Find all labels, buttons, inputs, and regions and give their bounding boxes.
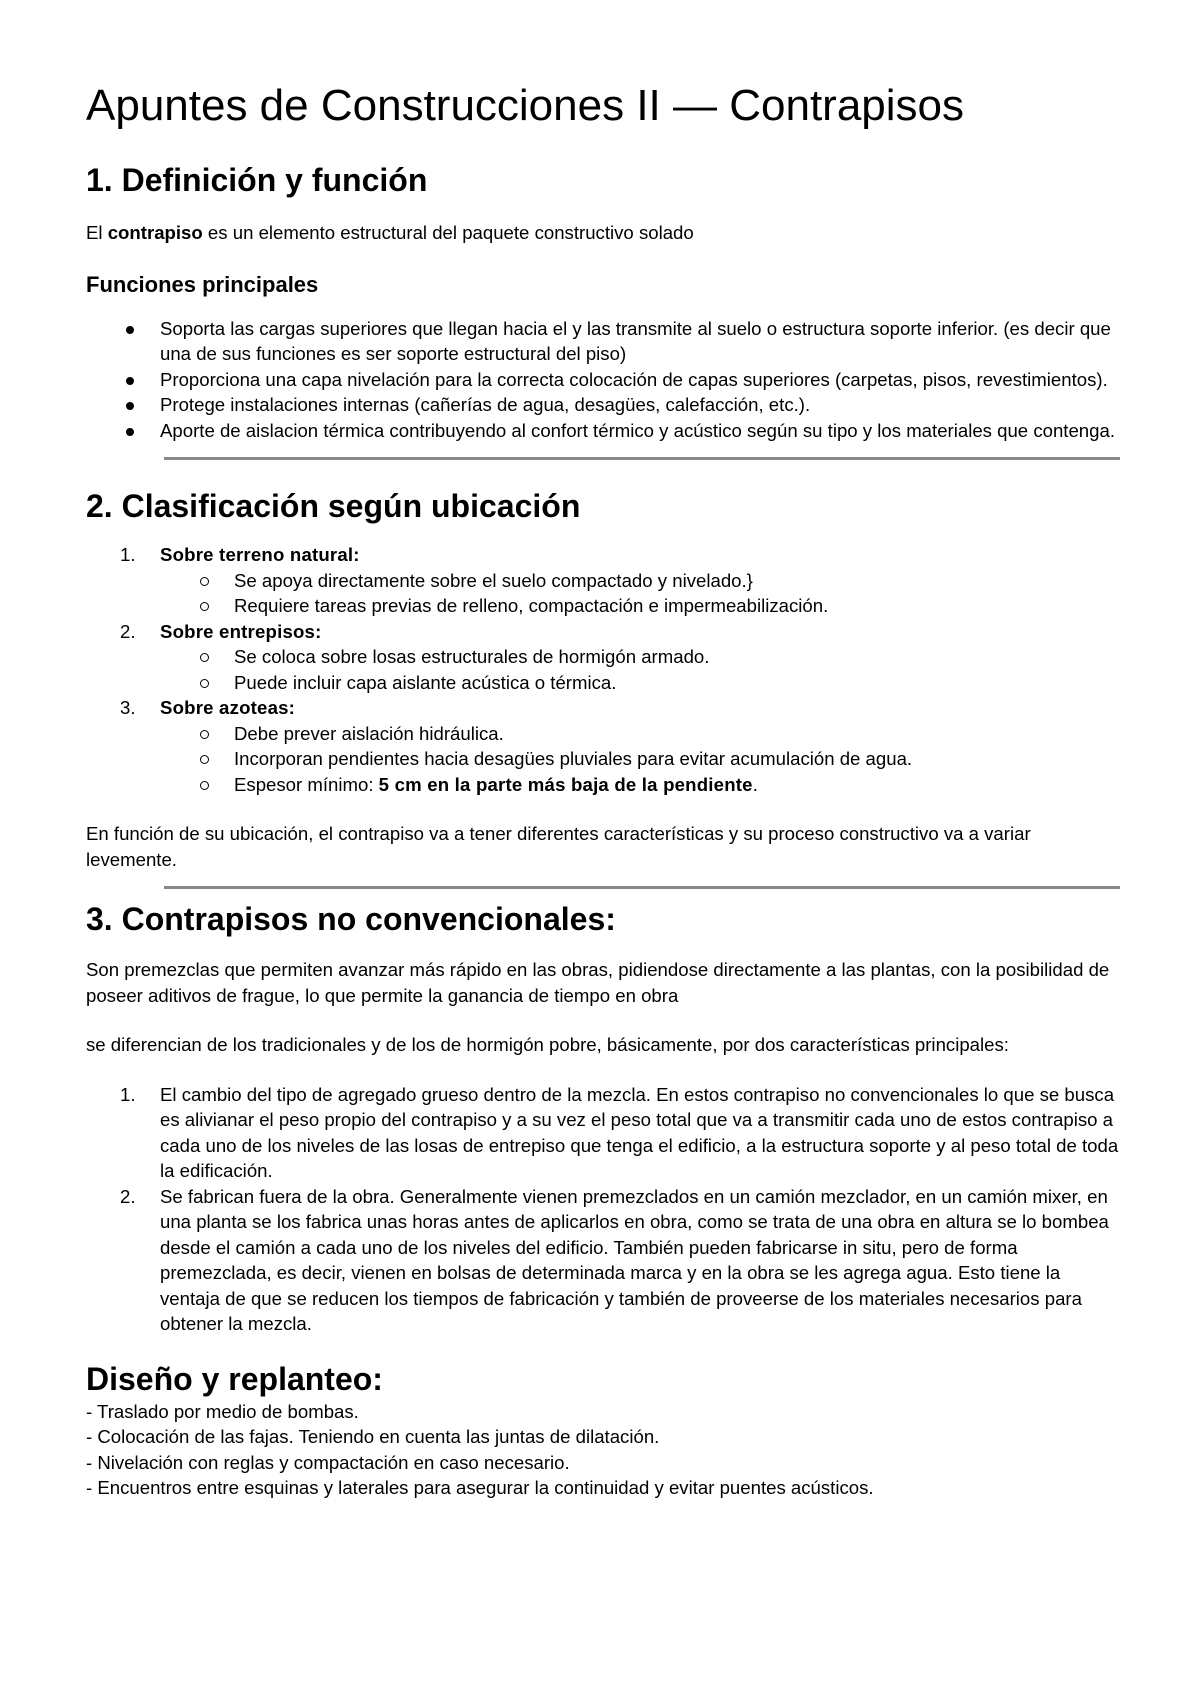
list-item — [120, 619, 1120, 696]
section3-para1: Son premezclas que permiten avanzar más rápido en las obras, pidiendose directamente a las plantas, con la posibilidad de poseer aditivos de frague, lo que permite la ganancia de tiempo en obra — [86, 959, 1110, 1006]
sub-list-item: Incorporan pendientes hacia desagües pluviales para evitar acumulación de agua. — [234, 746, 1120, 772]
section2-closing: En función de su ubicación, el contrapiso va a tener diferentes características y su proceso constructivo va a variar levemente. — [86, 823, 1031, 870]
list-item — [120, 542, 1120, 619]
list-item — [120, 1184, 1120, 1337]
item-text: Se fabrican fuera de la obra. Generalmente vienen premezclados en un camión mezclador, en un camión mixer, en una planta se los fabrica unas horas antes de aplicarlos en obra, como se trata de una obra en altura se lo bombea desde el camión a cada uno de los niveles del edificio. También pueden fabricarse in situ, pero de forma premezclada, es decir, vienen en bolsas de determinada marca y en la obra se les agrega agua. Esto tiene la ventaja de que se reducen los tiempos de fabricación y también de proveerse de los materiales necesarios para obtener la mezcla. — [160, 1185, 1109, 1334]
list-item: - Colocación de las fajas. Teniendo en cuenta las juntas de dilatación. — [86, 1426, 660, 1447]
section1-intro — [86, 220, 1120, 246]
item-number: 1. — [120, 544, 136, 565]
sub-list — [160, 721, 1120, 798]
section-heading-definicion: 1. Definición y función — [86, 162, 428, 198]
list-item: - Nivelación con reglas y compactación en caso necesario. — [86, 1451, 570, 1473]
intro-bold: contrapiso — [107, 222, 203, 243]
intro-pre: El — [86, 222, 108, 243]
funciones-list — [86, 316, 1120, 444]
list-item: Aporte de aislacion térmica contribuyendo al confort térmico y acústico según su tipo y los materiales que contenga. — [160, 418, 1120, 444]
page-title: Apuntes de Construcciones II — Contrapisos — [86, 81, 965, 130]
subheading-funciones: Funciones principales — [86, 271, 319, 297]
sub-list — [160, 568, 1120, 619]
spacer — [86, 889, 1120, 899]
item-number: 1. — [120, 1083, 136, 1105]
spacer — [86, 460, 1120, 486]
item-number: 2. — [120, 1185, 136, 1207]
spacer — [86, 526, 1120, 542]
intro-post: es un elemento estructural del paquete constructivo solado — [202, 222, 694, 243]
item-label: Sobre azoteas: — [160, 697, 296, 718]
spacer — [86, 200, 1120, 220]
section3-para2: se diferencian de los tradicionales y de los de hormigón pobre, básicamente, por dos características principales: — [86, 1034, 1009, 1055]
espesor-post: . — [752, 773, 758, 795]
sub-list-item: Debe prever aislación hidráulica. — [234, 721, 1120, 747]
spacer — [86, 872, 1120, 886]
spacer — [86, 1337, 1120, 1359]
spacer — [86, 797, 1120, 821]
sub-list-item: Requiere tareas previas de relleno, compactación e impermeabilización. — [234, 593, 1120, 619]
spacer — [86, 1058, 1120, 1082]
sub-list-item: Se coloca sobre losas estructurales de hormigón armado. — [234, 644, 1120, 670]
spacer — [86, 246, 1120, 270]
list-item: - Encuentros entre esquinas y laterales para asegurar la continuidad y evitar puentes acústicos. — [86, 1477, 874, 1498]
list-item — [120, 1082, 1120, 1184]
spacer — [86, 443, 1120, 457]
caracteristicas-list — [86, 1082, 1120, 1337]
sub-list-item: Se apoya directamente sobre el suelo compactado y nivelado.} — [234, 568, 1120, 594]
diseno-lines — [86, 1399, 1120, 1501]
item-number: 3. — [120, 697, 136, 718]
section-heading-no-convencionales: 3. Contrapisos no convencionales: — [86, 901, 616, 937]
espesor-pre: Espesor mínimo: — [234, 773, 379, 795]
section-heading-clasificacion: 2. Clasificación según ubicación — [86, 488, 581, 524]
list-item: Soporta las cargas superiores que llegan hacia el y las transmite al suelo o estructura soporte inferior. (es decir que una de sus funciones es ser soporte estructural del piso) — [160, 316, 1120, 367]
list-item: Protege instalaciones internas (cañerías de agua, desagües, calefacción, etc.). — [160, 392, 1120, 418]
item-label: Sobre entrepisos: — [160, 620, 322, 642]
section-heading-diseno: Diseño y replanteo: — [86, 1360, 383, 1397]
spacer — [86, 1008, 1120, 1032]
spacer — [86, 939, 1120, 957]
list-item: - Traslado por medio de bombas. — [86, 1400, 359, 1422]
spacer — [86, 300, 1120, 316]
list-item: Proporciona una capa nivelación para la correcta colocación de capas superiores (carpetas, pisos, revestimientos). — [160, 367, 1120, 393]
sub-list — [160, 644, 1120, 695]
clasificacion-list — [86, 542, 1120, 797]
sub-list-item: Puede incluir capa aislante acústica o térmica. — [234, 670, 1120, 696]
item-number: 2. — [120, 620, 136, 642]
list-item — [120, 695, 1120, 797]
espesor-bold: 5 cm en la parte más baja de la pendiente — [378, 773, 753, 795]
sub-list-item — [234, 772, 1120, 798]
item-label: Sobre terreno natural: — [160, 544, 360, 565]
item-text: El cambio del tipo de agregado grueso dentro de la mezcla. En estos contrapiso no convencionales lo que se busca es alivianar el peso propio del contrapiso y a su vez el peso total que va a transmitir cada uno de estos contrapiso a cada uno de los niveles de las losas de entrepiso que tenga el edificio, a la estructura soporte y al peso total de toda la edificación. — [160, 1083, 1119, 1181]
